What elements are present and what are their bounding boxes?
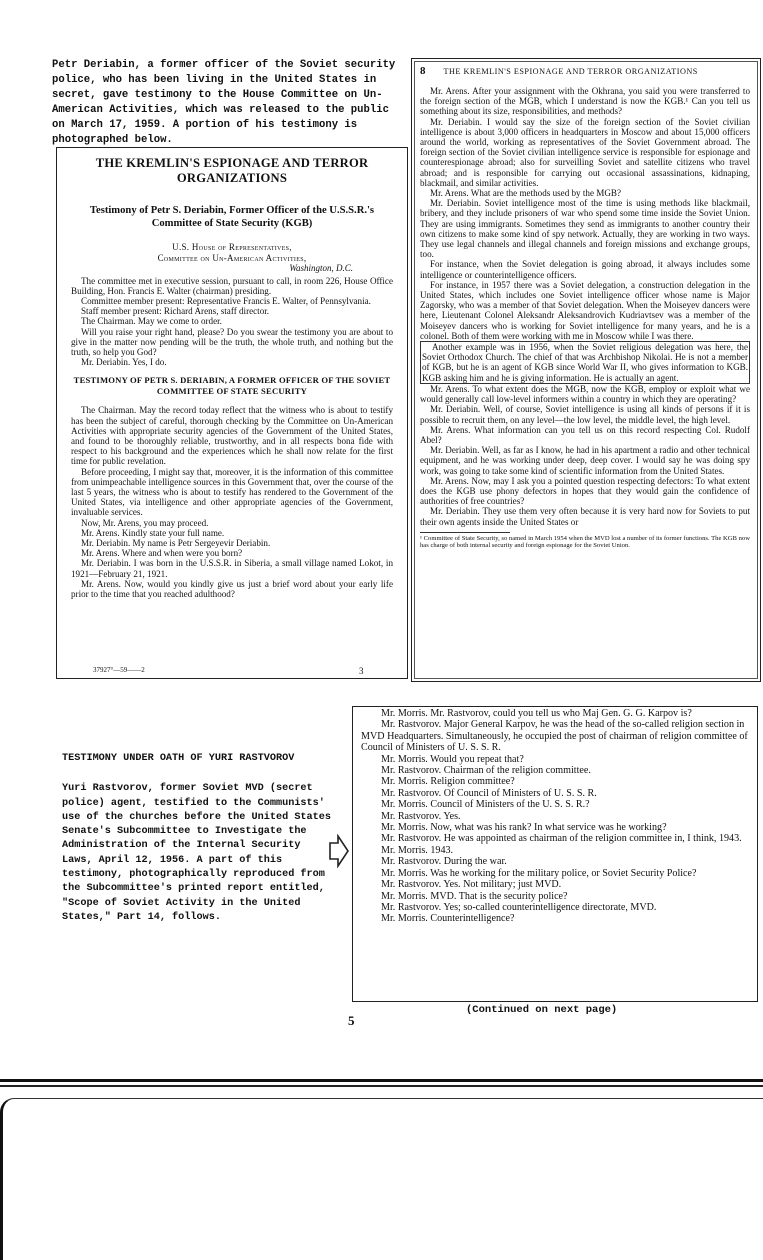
left-para: Mr. Deriabin. My name is Petr Sergeyevir Deriabin. <box>81 537 271 548</box>
continued-note: (Continued on next page) <box>466 1004 618 1016</box>
left-session-text <box>71 276 393 368</box>
testimony-line: Mr. Rastvorov. Major General Karpov, he was the head of the so-called religion section in MVD Headquarters. Simultaneously, he occupied the post of chairman of religion committee of Council of Ministers of U. S. S. R. <box>361 719 748 754</box>
left-para: Mr. Deriabin. Yes, I do. <box>81 357 167 368</box>
left-para: Mr. Arens. Now, would you kindly give us just a brief word about your early life prior to the time that you reached adulthood? <box>71 578 393 599</box>
left-para: Mr. Deriabin. I was born in the U.S.S.R. in Siberia, a small village named Lokot, in 1921—February 21, 1921. <box>71 558 393 579</box>
testimony-line: Mr. Rastvorov. Yes. <box>381 810 461 822</box>
right-para: Mr. Arens. To what extent does the MGB, now the KGB, employ or exploit what we would generally call low-level informers within a country in which they are operating? <box>420 383 750 405</box>
running-head: THE KREMLIN'S ESPIONAGE AND TERROR ORGANIZATIONS <box>443 67 698 76</box>
address-block <box>71 242 393 274</box>
address-line-3: Washington, D.C. <box>289 263 353 273</box>
right-page-number: 8 <box>420 65 426 77</box>
right-para: Mr. Arens. What information can you tell us on this record respecting Col. Rudolf Abel? <box>420 424 750 445</box>
scan-edge-line <box>0 1076 763 1090</box>
address-line-1: U.S. House of Representatives, <box>172 242 292 252</box>
testimony-line: Mr. Morris. Counterintelligence? <box>381 913 515 925</box>
right-para: Mr. Deriabin. Soviet intelligence most of the time is using methods like blackmail, bribery, and they include prisoners of war who spend some time inside the Soviet Union. They are using immigrants. Sometimes they send as immigrants to another country their own citizens to make some kind of spy network. Actually, they are working in two ways. They use legal channels and illegal channels and foreign missions and exchange groups, too. <box>420 198 750 260</box>
left-panel-title: THE KREMLIN'S ESPIONAGE AND TERROR ORGANIZATIONS <box>95 156 369 185</box>
right-para: Mr. Deriabin. They use them very often because it is very hard now for Soviets to put their own agents inside the United States or <box>420 506 750 527</box>
rastvorov-caption-title: TESTIMONY UNDER OATH OF YURI RASTVOROV <box>62 753 295 764</box>
left-document-panel <box>56 147 408 679</box>
testimony-line: Mr. Morris. Would you repeat that? <box>381 753 524 765</box>
right-para: Mr. Arens. Now, may I ask you a pointed question respecting defectors: To what extent does the KGB use phony defectors in hopes that they would gain the confidence of authorities of free countries? <box>420 475 750 507</box>
left-para: Now, Mr. Arens, you may proceed. <box>81 517 209 528</box>
testimony-line: Mr. Rastvorov. Chairman of the religion committee. <box>381 765 591 777</box>
left-testimony-text <box>71 405 393 599</box>
bottom-document-panel <box>352 706 758 1002</box>
testimony-line: Mr. Morris. Now, what was his rank? In what service was he working? <box>381 822 667 834</box>
arrow-right-icon <box>328 834 350 868</box>
right-document-panel <box>411 58 761 682</box>
right-para: Mr. Deriabin. Well, of course, Soviet intelligence is using all kinds of persons if it is possible to recruit them, on any level—the low level, the middle level, the high level. <box>420 404 750 425</box>
left-para: Staff member present: Richard Arens, staff director. <box>81 306 270 317</box>
left-para: The committee met in executive session, pursuant to call, in room 226, House Office Building, Hon. Francis E. Walter (chairman) presiding. <box>71 275 393 296</box>
testimony-line: Mr. Rastvorov. He was appointed as chairman of the religion committee in, I think, 1943. <box>381 833 742 845</box>
print-code: 37927°—59——2 <box>93 666 145 674</box>
right-para: Mr. Arens. After your assignment with the Okhrana, you said you were transferred to the foreign section of the MGB, which I understand is now the KGB.¹ Can you tell us something about its size, responsibilities, and methods? <box>420 86 750 117</box>
right-para: Another example was in 1956, when the Soviet religious delegation was here, the Soviet Orthodox Church. The chief of that was Archbishop Nikolai. He is not a member of KGB, but he is an agent of KGB since World War II, who gives information to KGB. KGB asking him and he is giving information. He is actually an agent. <box>422 342 748 383</box>
testimony-line: Mr. Morris. Religion committee? <box>381 776 515 788</box>
address-line-2: Committee on Un-American Activities, <box>157 252 307 263</box>
rastvorov-caption-body: Yuri Rastvorov, former Soviet MVD (secret police) agent, testified to the Communists' use of the churches before the United States Senate's Subcommittee to Investigate the Administration of the Internal Security Laws, April 12, 1956. A part of this testimony, photographically reproduced from the Subcommittee's printed report entitled, "Scope of Soviet Activity in the United States," Part 14, follows. <box>62 783 331 923</box>
testimony-line: Mr. Morris. 1943. <box>381 844 454 856</box>
testimony-line: Mr. Morris. Mr. Rastvorov, could you tell us who Maj Gen. G. G. Karpov is? <box>381 708 692 719</box>
testimony-line: Mr. Rastvorov. Yes. Not military; just MVD. <box>381 879 562 891</box>
rastvorov-caption <box>62 752 332 925</box>
footnote-rule <box>420 532 510 533</box>
testimony-line: Mr. Morris. Council of Ministers of the U. S. S. R.? <box>381 799 590 811</box>
right-para: Mr. Deriabin. I would say the size of the foreign section of the Soviet civilian intelligence is about 3,000 officers in headquarters in Moscow and about 15,000 officers around the world, working as representatives of the Soviet Government abroad. The foreign section of the Soviet civilian intelligence service is responsible for espionage and counterespionage abroad; also for surveilling Soviet and satellite citizens who travel abroad; and is responsible for carrying out occasional assassinations, kidnaping, blackmail, and similar activities. <box>420 116 750 188</box>
testimony-line: Mr. Rastvorov. During the war. <box>381 856 507 868</box>
left-para: Will you raise your right hand, please? Do you swear the testimony you are about to give in the matter now pending will be the truth, the whole truth, and nothing but the truth, so help you God? <box>71 326 393 357</box>
rastvorov-testimony <box>361 708 749 925</box>
right-para: Mr. Arens. What are the methods used by the MGB? <box>430 188 622 199</box>
page-number: 5 <box>348 1013 355 1028</box>
testimony-line: Mr. Morris. MVD. That is the security police? <box>381 890 568 902</box>
left-para: Before proceeding, I might say that, moreover, it is the information of this committee from unimpeachable intelligence sources in this Government that, over the course of the last 5 years, the witness who is about to testify has rendered to the Government of the United States, via intelligence and other appropriate agencies of the Government, invaluable services. <box>71 466 393 518</box>
scan-page-edge <box>0 1098 763 1260</box>
running-header <box>420 65 750 77</box>
right-para: For instance, in 1957 there was a Soviet delegation, a construction delegation in the United States, which includes one Soviet intelligence officer whose name is Major Zagorsky, who was a member of that Soviet delegation. When the Moiseyev dancers were here, Lieutenant Colonel Aleksandr Aleksandrovich Kudriavtsev was a member of the Moiseyev dancers who is working for Soviet intelligence for many years, and he is a colonel. Both of them were working with me in Moscow while I was there. <box>420 279 750 341</box>
left-para: Mr. Arens. Where and when were you born? <box>81 548 243 559</box>
right-para: Mr. Deriabin. Well, as far as I know, he had in his apartment a radio and other technical equipment, and he was working under deep, deep cover. I would say he was doing spy work, was going to take some kind of scientific information from the United States. <box>420 445 750 476</box>
left-section-heading: TESTIMONY OF PETR S. DERIABIN, A FORMER OFFICER OF THE SOVIET COMMITTEE OF STATE SECURITY <box>73 375 391 397</box>
right-para: For instance, when the Soviet delegation is going abroad, it always includes some intelligence or counterintelligence officers. <box>420 259 750 280</box>
testimony-line: Mr. Rastvorov. Yes; so-called counterintelligence directorate, MVD. <box>381 901 657 913</box>
intro-caption: Petr Deriabin, a former officer of the Soviet security police, who has been living in the United States in secret, gave testimony to the House Committee on Un-American Activities, which was released to the public on March 17, 1959. A portion of his testimony is photographed below. <box>52 59 396 146</box>
left-para: The Chairman. May we come to order. <box>81 316 222 327</box>
left-panel-subtitle: Testimony of Petr S. Deriabin, Former Officer of the U.S.S.R.'s Committee of State Security (KGB) <box>89 205 375 229</box>
left-para: Committee member present: Representative Francis E. Walter, of Pennsylvania. <box>81 295 371 306</box>
left-para: Mr. Arens. Kindly state your full name. <box>81 527 225 538</box>
right-testimony-text <box>420 86 750 527</box>
left-para: The Chairman. May the record today reflect that the witness who is about to testify has been the subject of careful, thorough checking by the Committee on Un-American Activities with appropriate security agencies of the Government of the United States, and found to be thoroughly reliable, trustworthy, and in all respects bona fide with respect to his background and the experiences which he shall now relate for the first time for public revelation. <box>71 405 393 467</box>
left-page-number: 3 <box>359 666 364 676</box>
testimony-line: Mr. Morris. Was he working for the military police, or Soviet Security Police? <box>381 867 697 879</box>
footnote: ¹ Committee of State Security, so named in March 1954 when the MVD lost a number of its former functions. The KGB now has charge of both internal security and foreign espionage for the Soviet Union. <box>420 534 750 550</box>
testimony-line: Mr. Rastvorov. Of Council of Ministers of U. S. S. R. <box>381 787 597 799</box>
